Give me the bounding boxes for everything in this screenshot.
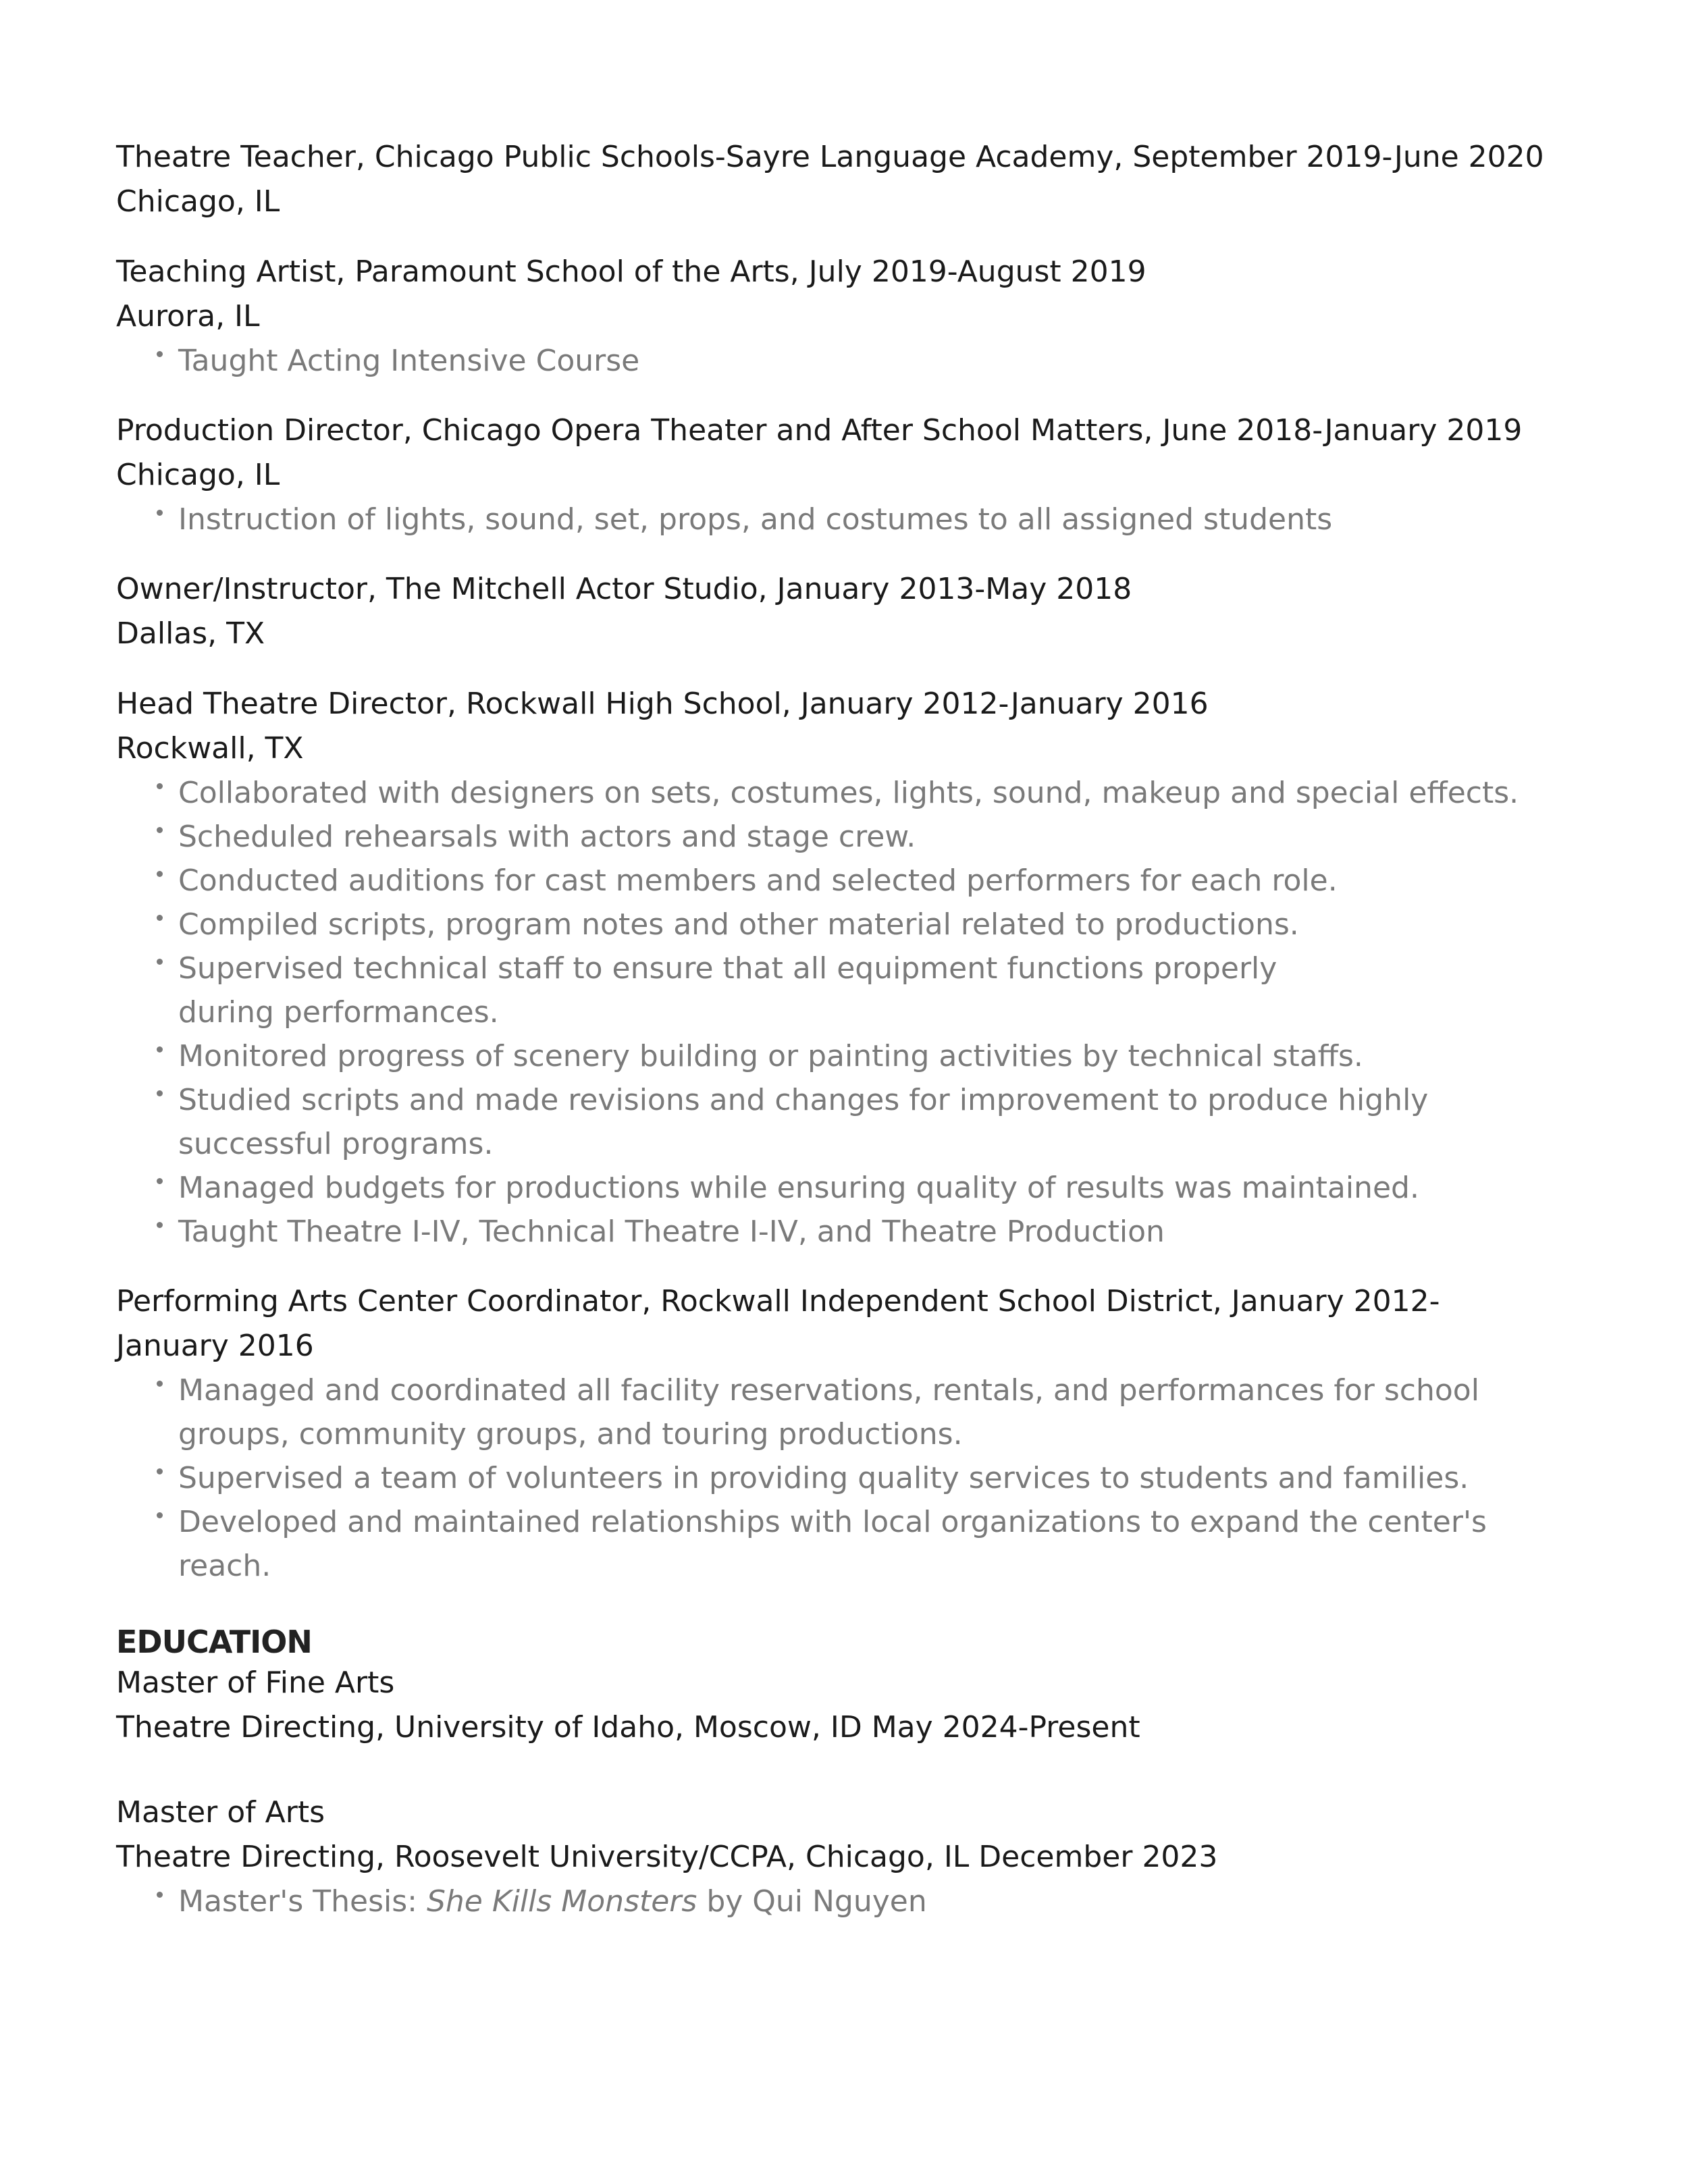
list-item: Scheduled rehearsals with actors and stage crew.: [178, 815, 1588, 859]
job-location: Chicago, IL: [116, 184, 280, 219]
thesis-label: Master's Thesis:: [178, 1884, 427, 1919]
thesis-author: by Qui Nguyen: [697, 1884, 927, 1919]
list-item: Compiled scripts, program notes and other material related to productions.: [178, 903, 1588, 947]
thesis-title: She Kills Monsters: [426, 1884, 697, 1919]
list-item: Instruction of lights, sound, set, props, and costumes to all assigned students: [178, 498, 1588, 541]
list-item: Monitored progress of scenery building or painting activities by technical staffs.: [178, 1034, 1588, 1078]
job-title: Owner/Instructor, The Mitchell Actor Studio, January 2013-May 2018: [116, 572, 1132, 606]
job-entry: [116, 1279, 1588, 1588]
list-item: Conducted auditions for cast members and selected performers for each role.: [178, 859, 1588, 903]
list-item: Supervised a team of volunteers in providing quality services to students and families.: [178, 1456, 1588, 1500]
list-item: Managed and coordinated all facility reservations, rentals, and performances for school groups, community groups, and touring productions.: [178, 1368, 1502, 1456]
job-duties: [116, 771, 1588, 1254]
job-duties: [116, 1368, 1588, 1588]
job-location: Rockwall, TX: [116, 731, 304, 766]
job-entry: [116, 567, 1588, 656]
list-item: Supervised technical staff to ensure that all equipment functions properly during performances.: [178, 947, 1367, 1034]
job-entry: [116, 408, 1588, 541]
list-item: Collaborated with designers on sets, costumes, lights, sound, makeup and special effects.: [178, 771, 1588, 815]
education-heading: EDUCATION: [116, 1624, 312, 1660]
job-duties: [116, 339, 1588, 383]
job-entry: [116, 682, 1588, 1254]
education-entry: [116, 1661, 1588, 1750]
degree-detail: Theatre Directing, Roosevelt University/CCPA, Chicago, IL December 2023: [116, 1840, 1218, 1874]
job-duties: [116, 498, 1588, 541]
list-item: Studied scripts and made revisions and changes for improvement to produce highly successful programs.: [178, 1078, 1588, 1166]
degree-detail: Theatre Directing, University of Idaho, Moscow, ID May 2024-Present: [116, 1710, 1140, 1744]
list-item: Taught Acting Intensive Course: [178, 339, 1588, 383]
degree-name: Master of Fine Arts: [116, 1666, 395, 1700]
job-entry: [116, 135, 1588, 224]
degree-name: Master of Arts: [116, 1795, 325, 1830]
list-item: Taught Theatre I-IV, Technical Theatre I-IV, and Theatre Production: [178, 1210, 1588, 1254]
education-entry: [116, 1790, 1588, 1923]
list-item: Managed budgets for productions while ensuring quality of results was maintained.: [178, 1166, 1588, 1210]
job-title: Theatre Teacher, Chicago Public Schools-Sayre Language Academy, September 2019-June 2020: [116, 140, 1544, 174]
list-item: [178, 1880, 1588, 1923]
job-title: Production Director, Chicago Opera Theater and After School Matters, June 2018-January 2019: [116, 413, 1523, 448]
job-title: Performing Arts Center Coordinator, Rockwall Independent School District, January 2012-January 2016: [116, 1284, 1440, 1363]
job-location: Dallas, TX: [116, 616, 265, 651]
list-item: Developed and maintained relationships with local organizations to expand the center's reach.: [178, 1500, 1502, 1588]
job-title: Head Theatre Director, Rockwall High School, January 2012-January 2016: [116, 687, 1209, 721]
job-entry: [116, 250, 1588, 383]
job-location: Chicago, IL: [116, 458, 280, 492]
job-location: Aurora, IL: [116, 299, 260, 334]
resume-page: [116, 135, 1588, 1968]
degree-notes: [116, 1880, 1588, 1923]
job-title: Teaching Artist, Paramount School of the Arts, July 2019-August 2019: [116, 255, 1146, 289]
